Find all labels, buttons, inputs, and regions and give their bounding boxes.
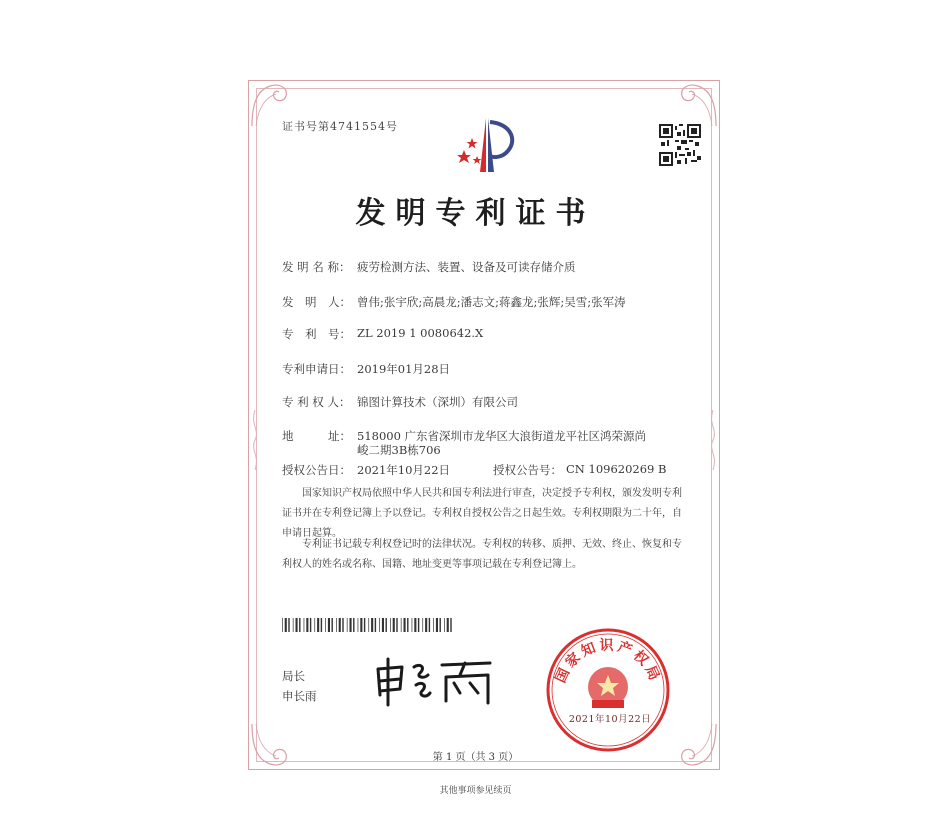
certificate-number: 证书号第4741554号 <box>282 120 398 133</box>
seal-text: 国家知识产权局 <box>552 638 664 686</box>
footnote: 其他事项参见续页 <box>439 786 512 796</box>
official-seal-icon <box>543 625 673 755</box>
page-number: 第 1 页（共 3 页） <box>432 752 519 763</box>
invention-name-value: 疲劳检测方法、装置、设备及可读存储介质 <box>357 260 576 274</box>
grant-date-label: 授权公告日： <box>282 463 351 477</box>
inventors-value: 曾伟;张宇欣;高晨龙;潘志文;蒋鑫龙;张辉;吴雪;张军涛 <box>357 295 626 309</box>
certificate-title: 发明专利证书 <box>355 196 596 231</box>
handwritten-signature <box>370 655 500 710</box>
patent-number-label: 专 利 号： <box>282 327 351 341</box>
legal-status-paragraph <box>282 535 706 575</box>
barcode-icon <box>282 618 454 632</box>
paragraph2-line2: 利权人的姓名或名称、国籍、地址变更等事项记载在专利登记簿上。 <box>282 559 582 570</box>
grant-number-label: 授权公告号： <box>493 463 562 477</box>
seal-date: 2021年10月22日 <box>568 714 652 725</box>
patentee-label: 专 利 权 人： <box>282 395 351 409</box>
director-name: 申长雨 <box>282 689 317 703</box>
inventors-label: 发 明 人： <box>282 295 351 309</box>
address-label: 地 址： <box>282 429 351 443</box>
patent-number-value: ZL 2019 1 0080642.X <box>357 326 484 340</box>
side-ornament-right <box>708 410 718 470</box>
paragraph1-line1: 国家知识产权局依照中华人民共和国专利法进行审查，决定授予专利权，颁发发明专利 <box>302 488 682 499</box>
invention-name-label: 发 明 名 称： <box>282 260 351 274</box>
patentee-value: 锦图计算技术（深圳）有限公司 <box>357 395 518 409</box>
paragraph1-line2: 证书并在专利登记簿上予以登记。专利权自授权公告之日起生效。专利权期限为二十年，自 <box>282 508 682 519</box>
director-title: 局长 <box>282 669 305 683</box>
grant-number-value: CN 109620269 B <box>566 462 667 476</box>
address-line-2: 峻二期3B栋706 <box>357 443 441 457</box>
filing-date-value: 2019年01月28日 <box>357 362 451 376</box>
paragraph2-line1: 专利证书记载专利权登记时的法律状况。专利权的转移、质押、无效、终止、恢复和专 <box>302 539 682 550</box>
address-line-1: 518000 广东省深圳市龙华区大浪街道龙平社区鸿荣源尚 <box>357 429 647 443</box>
side-ornament-left <box>250 410 260 470</box>
qr-code-icon <box>659 124 701 166</box>
paragraph1-line3: 申请日起算。 <box>282 528 342 539</box>
corner-ornament-top-right <box>672 82 718 128</box>
grant-date-value: 2021年10月22日 <box>357 463 451 477</box>
cnipa-logo-icon <box>444 112 524 176</box>
filing-date-label: 专利申请日： <box>282 362 351 376</box>
